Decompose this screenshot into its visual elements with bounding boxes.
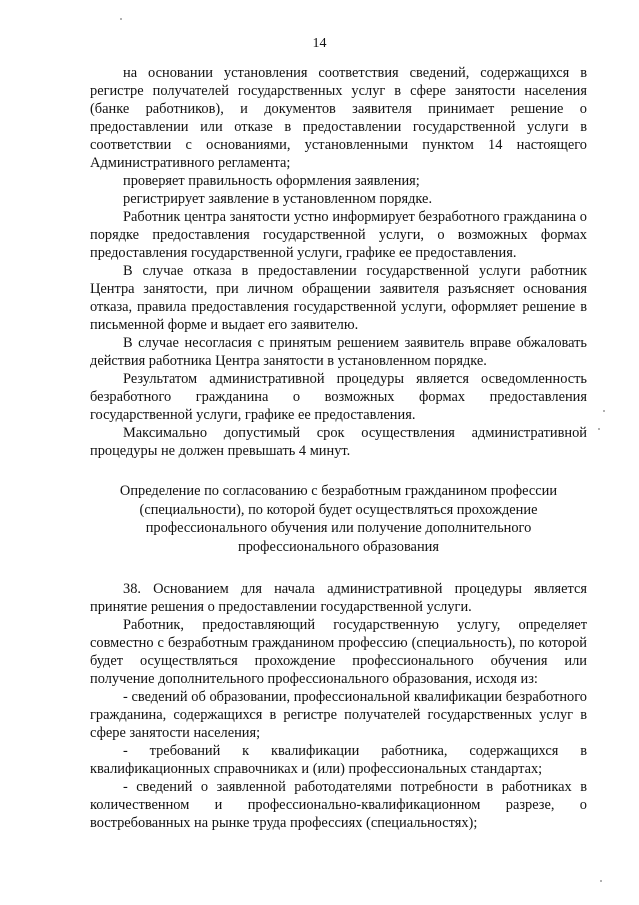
- document-body: [90, 64, 587, 832]
- section-heading: Определение по согласованию с безработным гражданином профессии (специальности), по которой будет осуществляться прохождение профессионального обучения или получение дополнительного профессионального образования: [119, 483, 558, 555]
- paragraph: В случае несогласия с принятым решением заявитель вправе обжаловать действия работника Центра занятости в установленном порядке.: [90, 335, 587, 369]
- paragraph: регистрирует заявление в установленном порядке.: [123, 191, 433, 207]
- paragraph: проверяет правильность оформления заявления;: [123, 173, 420, 189]
- list-item: - требований к квалификации работника, содержащихся в квалификационных справочниках и (или) профессиональных стандартах;: [90, 743, 587, 777]
- paragraph: Работник, предоставляющий государственную услугу, определяет совместно с безработным гражданином профессию (специальность), по которой будет осуществляться прохождение профессионального обучения или получение дополнительного профессионального образования, исходя из:: [90, 617, 587, 687]
- paragraph: 38. Основанием для начала административной процедуры является принятие решения о предоставлении государственной услуги.: [90, 581, 587, 615]
- paragraph: на основании установления соответствия сведений, содержащихся в регистре получателей государственных услуг в сфере занятости населения (банке работников), и документов заявителя принимает решение о предоставлении или отказе в предоставлении государственной услуги в соответствии с основаниями, установленными пунктом 14 настоящего Административного регламента;: [90, 65, 587, 171]
- paragraph: Работник центра занятости устно информирует безработного гражданина о порядке предоставления государственной услуги, о возможных формах предоставления государственной услуги, графике ее предоставления.: [90, 209, 587, 261]
- list-item: - сведений о заявленной работодателями потребности в работниках в количественном и профессионально-квалификационном разрезе, о востребованных на рынке труда профессиях (специальностях);: [90, 779, 587, 831]
- paragraph: Максимально допустимый срок осуществления административной процедуры не должен превышать 4 минут.: [90, 425, 587, 459]
- list-item: - сведений об образовании, профессиональной квалификации безработного гражданина, содержащихся в регистре получателей государственных услуг в сфере занятости населения;: [90, 689, 587, 741]
- paragraph: В случае отказа в предоставлении государственной услуги работник Центра занятости, при личном обращении заявителя разъясняет основания отказа, правила предоставления государственной услуги, оформляет решение в письменной форме и выдает его заявителю.: [90, 263, 587, 333]
- paragraph: Результатом административной процедуры является осведомленность безработного гражданина о возможных формах предоставления государственной услуги, графике ее предоставления.: [90, 371, 587, 423]
- page-number: 14: [312, 36, 327, 51]
